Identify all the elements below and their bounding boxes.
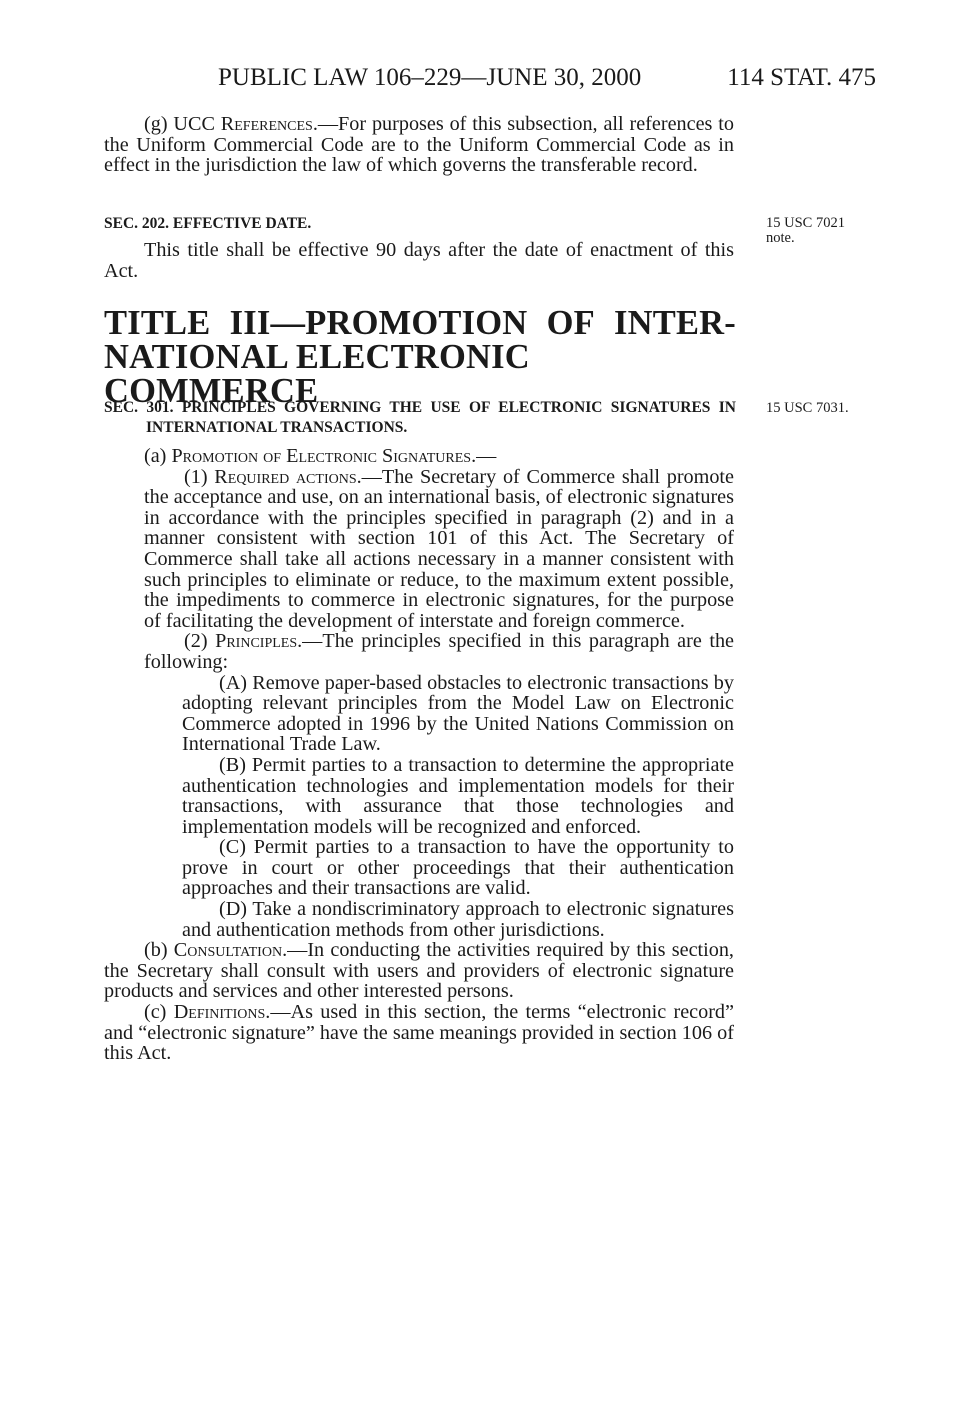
subsection-heading: Promotion of Electronic Signatures bbox=[171, 445, 472, 467]
subsection-b: (b) Consultation.—In conducting the activities required by this section, the Secretary shall consult with users and providers of electronic signature products and services and other interested persons. bbox=[104, 939, 734, 1003]
title-word: III—PROMOTION bbox=[229, 304, 528, 342]
paragraph-label: (g) UCC bbox=[144, 113, 221, 135]
title-word: TITLE bbox=[104, 304, 211, 342]
section-301-heading: SEC. 301. PRINCIPLES GOVERNING THE USE OF ELECTRONIC SIGNATURES IN INTERNATIONAL TRANSACTIONS. bbox=[104, 399, 736, 436]
paragraph-g bbox=[104, 114, 734, 176]
margin-note-7021: 15 USC 7021 note. bbox=[766, 215, 845, 246]
paragraph-heading: References bbox=[220, 113, 313, 135]
paragraph-text: .—For purposes of this subsection, all references to the Uniform Commercial Code are to the Uniform Commercial Code as in effect in the jurisdiction the law of which governs the transferable record. bbox=[104, 113, 734, 177]
principle-item-d: (D) Take a nondiscriminatory approach to electronic signatures and authentication methods from other jurisdictions. bbox=[182, 898, 734, 941]
paragraph-a1: (1) Required actions.—The Secretary of Commerce shall promote the acceptance and use, on an international basis, of electronic signatures in accordance with the principles specified in paragraph (2) and in a manner consistent with section 101 of this Act. The Secretary of Commerce shall take all actions necessary in a manner consistent with such principles to eliminate or reduce, to the maximum extent possible, the impediments to commerce in electronic signatures, for the purpose of facilitating the development of interstate and foreign commerce. bbox=[144, 465, 734, 632]
margin-note-7031: 15 USC 7031. bbox=[766, 400, 849, 416]
statute-page-number: 114 STAT. 475 bbox=[727, 64, 876, 91]
subsection-heading: Consultation bbox=[173, 939, 283, 962]
principle-item-c: (C) Permit parties to a transaction to have the opportunity to prove in court or other proceedings that their authentication approaches and their transactions are valid. bbox=[182, 836, 734, 900]
section-202-heading: SEC. 202. EFFECTIVE DATE. bbox=[104, 215, 312, 232]
subsection-heading: Definitions bbox=[173, 1001, 266, 1024]
paragraph-heading: Required actions bbox=[214, 465, 357, 488]
title-line-2: NATIONAL ELECTRONIC COMMERCE bbox=[104, 338, 530, 410]
subsection-a: (a) Promotion of Electronic Signatures.— bbox=[144, 445, 497, 467]
principle-item-b: (B) Permit parties to a transaction to determine the appropriate authentication technologies and implementation models for their transactions, with assurance that those technologies and implementation models will be recognized and enforced. bbox=[182, 753, 734, 838]
paragraph-a2: (2) Principles.—The principles specified in this paragraph are the following: bbox=[144, 630, 735, 673]
paragraph-heading: Principles bbox=[215, 630, 298, 653]
principle-item-a: (A) Remove paper-based obstacles to electronic transactions by adopting relevant principles from the Model Law on Electronic Commerce adopted in 1996 by the United Nations Commission on International Trade Law. bbox=[182, 671, 734, 756]
section-202-body: This title shall be effective 90 days after the date of enactment of this Act. bbox=[104, 239, 734, 282]
subsection-c: (c) Definitions.—As used in this section, the terms “electronic record” and “electronic signature” have the same meanings provided in section 106 of this Act. bbox=[104, 1001, 734, 1065]
title-heading bbox=[104, 306, 736, 408]
running-header: PUBLIC LAW 106–229—JUNE 30, 2000 bbox=[218, 64, 642, 91]
section-301-body bbox=[104, 446, 734, 1064]
title-word: OF bbox=[546, 304, 595, 342]
title-word: INTER- bbox=[614, 304, 736, 342]
